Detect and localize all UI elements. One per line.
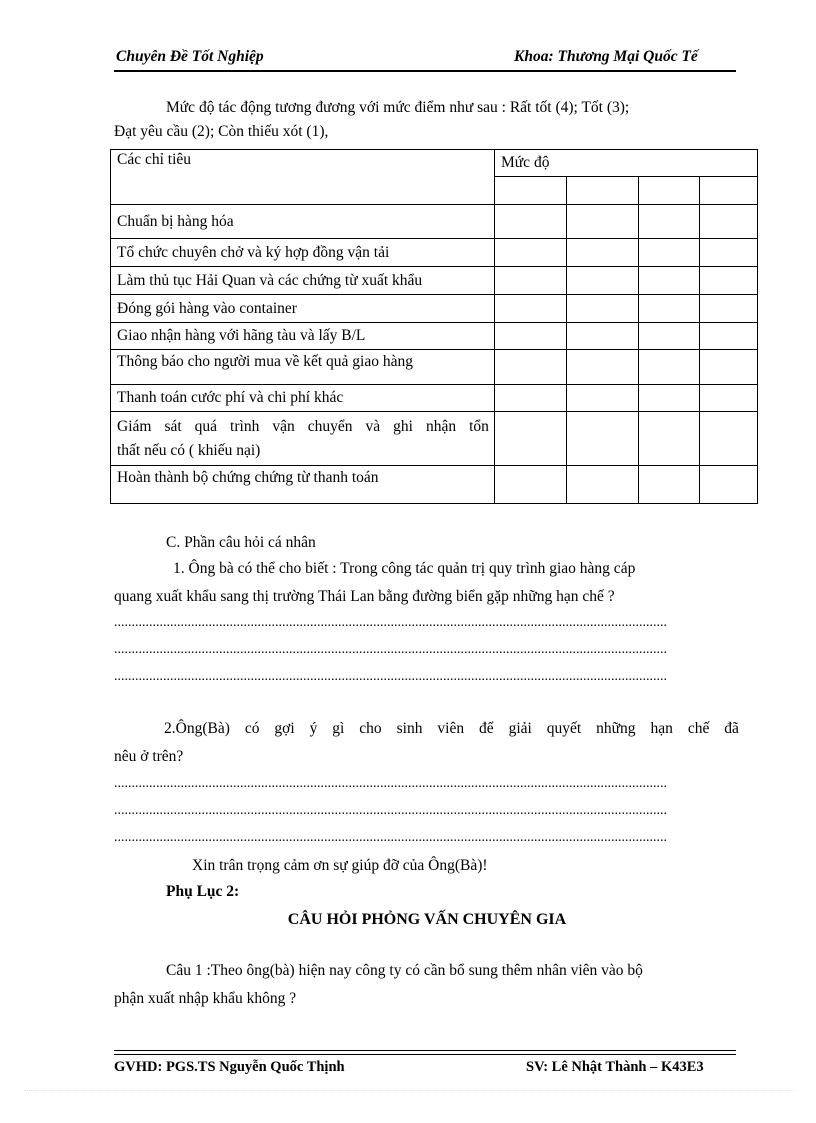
table-row (111, 350, 758, 385)
appendix-q1-line-2: phận xuất nhập khẩu không ? (114, 990, 297, 1007)
table-row (111, 267, 758, 295)
appendix-title: CÂU HỎI PHỎNG VẤN CHUYÊN GIA (287, 911, 567, 928)
intro-line-1: Mức độ tác động tương đương với mức điểm như sau : Rất tốt (4); Tốt (3); (166, 99, 630, 116)
table-row (111, 466, 758, 504)
header-left: Chuyên Đề Tốt Nghiệp (116, 48, 264, 65)
table-row (111, 385, 758, 412)
row-label: Thông báo cho người mua về kết quả giao hàng (111, 350, 495, 385)
table-row (111, 239, 758, 267)
thanks-line: Xin trân trọng cảm ơn sự giúp đỡ của Ông(Bà)! (192, 857, 488, 874)
header-right: Khoa: Thương Mại Quốc Tế (514, 48, 698, 65)
row-label: Hoàn thành bộ chứng chứng từ thanh toán (111, 466, 495, 504)
answer-line[interactable]: .............................................................................................................................................................. (114, 804, 667, 818)
q1-line-2: quang xuất khẩu sang thị trường Thái Lan bằng đường biển gặp những hạn chế ? (114, 588, 615, 605)
q2-line-2: nêu ở trên? (114, 748, 184, 765)
q1-line-1: 1. Ông bà có thể cho biết : Trong công tác quản trị quy trình giao hàng cáp (173, 560, 636, 577)
row-split-line-2: thất nếu có ( khiếu nại) (117, 441, 261, 459)
footer-rule-top (114, 1050, 736, 1051)
row-label-multiline (111, 412, 495, 466)
answer-line[interactable]: .............................................................................................................................................................. (114, 831, 667, 845)
appendix-label: Phụ Lục 2: (166, 883, 240, 900)
row-label: Giao nhận hàng với hãng tàu và lấy B/L (111, 323, 495, 350)
section-c-title: C. Phần câu hỏi cá nhân (166, 534, 316, 551)
appendix-q1-line-1: Câu 1 :Theo ông(bà) hiện nay công ty có cần bổ sung thêm nhân viên vào bộ (166, 962, 643, 979)
table-header-row (111, 150, 758, 177)
footer-left: GVHD: PGS.TS Nguyễn Quốc Thịnh (114, 1059, 345, 1075)
header-criteria: Các chỉ tiêu (111, 150, 495, 205)
row-label: Đóng gói hàng vào container (111, 295, 495, 323)
q2-line-1: 2.Ông(Bà) có gợi ý gì cho sinh viên để giải quyết những hạn chế đã (164, 720, 739, 737)
evaluation-table (110, 149, 758, 504)
answer-line[interactable]: .............................................................................................................................................................. (114, 777, 667, 791)
table-row (111, 205, 758, 239)
answer-line[interactable]: .............................................................................................................................................................. (114, 616, 667, 630)
row-label: Chuẩn bị hàng hóa (111, 205, 495, 239)
intro-line-2: Đạt yêu cầu (2); Còn thiếu xót (1), (114, 123, 329, 140)
footer-rule-bottom (114, 1054, 736, 1055)
table-row (111, 295, 758, 323)
header-rule (114, 70, 736, 72)
row-split-line-1: Giám sát quá trình vận chuyển và ghi nhận tổn (117, 417, 489, 435)
row-label: Tổ chức chuyên chở và ký hợp đồng vận tải (111, 239, 495, 267)
row-label: Làm thủ tục Hải Quan và các chứng từ xuất khẩu (111, 267, 495, 295)
header-level: Mức độ (495, 150, 758, 177)
footer-right: SV: Lê Nhật Thành – K43E3 (526, 1059, 704, 1075)
answer-line[interactable]: .............................................................................................................................................................. (114, 670, 667, 684)
row-label: Thanh toán cước phí và chi phí khác (111, 385, 495, 412)
answer-line[interactable]: .............................................................................................................................................................. (114, 643, 667, 657)
table-row (111, 323, 758, 350)
table-row (111, 412, 758, 466)
page-edge (24, 1090, 794, 1091)
